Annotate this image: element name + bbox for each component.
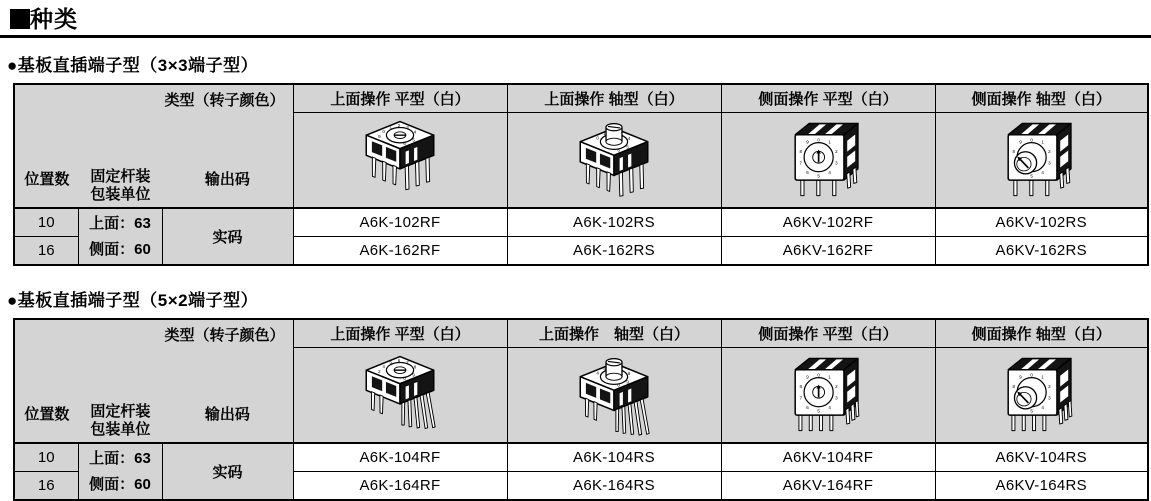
packing-side-value: 侧面：60 [89, 475, 151, 493]
model-cell: A6K-164RS [507, 472, 721, 501]
packing-header-line1: 固定杆装 [90, 403, 151, 420]
model-cell: A6KV-164RS [935, 472, 1148, 501]
type-header-top-flat: 上面操作 平型（白） [293, 84, 507, 113]
corner-header-cell [14, 84, 293, 208]
packing-header-line2: 包装单位 [90, 421, 151, 438]
spec-table-3x3 [13, 83, 1149, 266]
type-header-side-flat: 侧面操作 平型（白） [721, 319, 935, 348]
illustration-cell [293, 348, 507, 444]
model-cell: A6KV-104RF [721, 443, 935, 472]
type-rotor-color-label: 类型（转子颜色） [164, 327, 285, 344]
illustration-cell [935, 113, 1148, 209]
row-header-labels [15, 168, 293, 204]
section-title-5x2: ●基板直插端子型（5×2端子型） [7, 291, 259, 310]
packing-top-value: 上面：63 [89, 214, 151, 232]
type-rotor-color-label: 类型（转子颜色） [164, 92, 285, 109]
model-cell: A6K-102RF [293, 208, 507, 237]
output-code-header-label: 输出码 [204, 406, 250, 423]
model-cell: A6K-162RF [293, 237, 507, 266]
output-code-header-label: 输出码 [204, 171, 250, 188]
top-operated-flat-switch-icon [348, 115, 452, 205]
output-code-value: 实码 [162, 443, 293, 500]
model-cell: A6KV-104RS [935, 443, 1148, 472]
top-operated-shaft-switch-icon [562, 350, 666, 440]
output-code-value: 实码 [162, 208, 293, 265]
packing-unit-cell [78, 443, 162, 500]
illustration-cell [721, 348, 935, 444]
positions-value: 10 [14, 443, 78, 472]
positions-header-label: 位置数 [24, 406, 70, 423]
packing-top-value: 上面：63 [89, 449, 151, 467]
section-title-3x3: ●基板直插端子型（3×3端子型） [7, 56, 259, 75]
title-divider [0, 35, 1151, 38]
type-header-side-shaft: 侧面操作 轴型（白） [935, 84, 1148, 113]
model-cell: A6KV-162RF [721, 237, 935, 266]
illustration-cell [293, 113, 507, 209]
page-title-text: 种类 [30, 6, 78, 32]
packing-unit-cell [78, 208, 162, 265]
top-operated-shaft-switch-icon [562, 115, 666, 205]
positions-value: 16 [14, 472, 78, 501]
side-operated-flat-switch-icon [776, 350, 880, 440]
positions-value: 16 [14, 237, 78, 266]
model-cell: A6K-162RS [507, 237, 721, 266]
corner-header-cell [14, 319, 293, 443]
spec-table-5x2 [13, 318, 1149, 501]
packing-header-label [79, 168, 163, 204]
model-cell: A6K-104RS [507, 443, 721, 472]
packing-side-value: 侧面：60 [89, 240, 151, 258]
type-header-top-flat: 上面操作 平型（白） [293, 319, 507, 348]
model-cell: A6KV-102RF [721, 208, 935, 237]
top-operated-flat-switch-icon [348, 350, 452, 440]
model-cell: A6KV-162RS [935, 237, 1148, 266]
packing-header-label [79, 403, 163, 439]
model-cell: A6KV-102RS [935, 208, 1148, 237]
side-operated-shaft-switch-icon [989, 350, 1093, 440]
black-square-icon [10, 9, 30, 29]
page-title [10, 6, 1151, 32]
packing-header-line2: 包装单位 [90, 186, 151, 203]
positions-value: 10 [14, 208, 78, 237]
illustration-cell [935, 348, 1148, 444]
illustration-cell [721, 113, 935, 209]
side-operated-shaft-switch-icon [989, 115, 1093, 205]
model-cell: A6K-164RF [293, 472, 507, 501]
model-cell: A6K-104RF [293, 443, 507, 472]
type-header-side-shaft: 侧面操作 轴型（白） [935, 319, 1148, 348]
illustration-cell [507, 113, 721, 209]
model-cell: A6KV-164RF [721, 472, 935, 501]
row-header-labels [15, 403, 293, 439]
type-header-top-shaft: 上面操作 轴型（白） [507, 319, 721, 348]
side-operated-flat-switch-icon [776, 115, 880, 205]
type-header-top-shaft: 上面操作 轴型（白） [507, 84, 721, 113]
model-cell: A6K-102RS [507, 208, 721, 237]
illustration-cell [507, 348, 721, 444]
packing-header-line1: 固定杆装 [90, 168, 151, 185]
type-header-side-flat: 侧面操作 平型（白） [721, 84, 935, 113]
positions-header-label: 位置数 [24, 171, 70, 188]
